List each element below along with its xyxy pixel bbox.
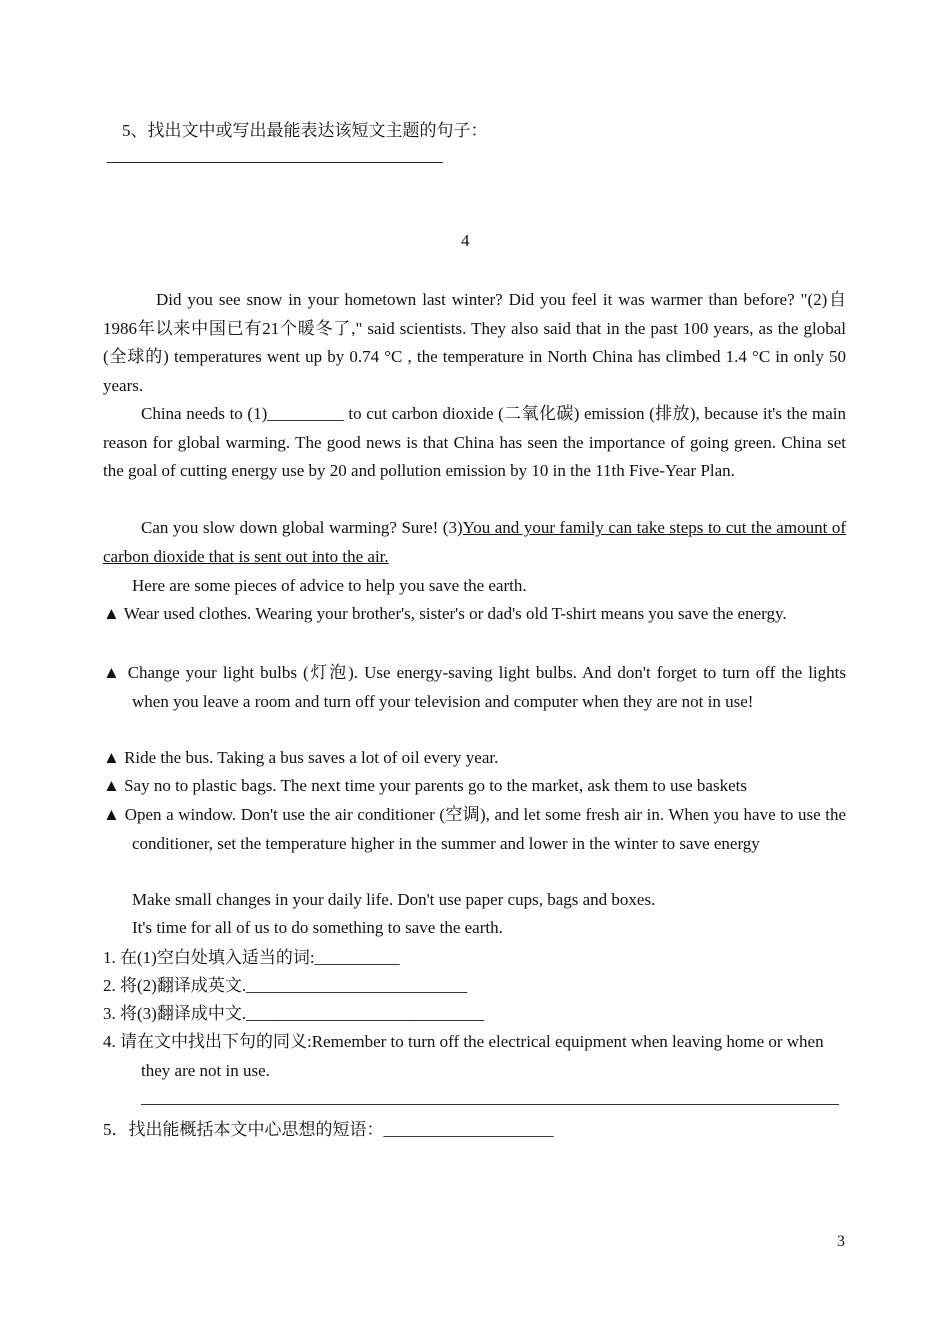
question-5: 5．找出能概括本文中心思想的短语：____________________	[103, 1120, 554, 1139]
passage-paragraph-2: China needs to (1)_________ to cut carbon dioxide (二氧化碳) emission (排放), because it's the main reason for global warming. The good news is that China has seen the importance of going green. China set the goal of cutting energy use by 20 and pollution emission by 10 in the 11th Five-Year Plan.	[103, 404, 846, 480]
passage-paragraph-3	[103, 514, 846, 571]
paragraph-3-prefix: Can you slow down global warming? Sure! (3)	[141, 518, 463, 537]
page-number: 3	[837, 1233, 845, 1250]
question-3: 3. 将(3)翻译成中文.____________________________	[103, 1004, 485, 1023]
answer-line	[141, 1104, 839, 1105]
advice-item: ▲ Open a window. Don't use the air conditioner (空调), and let some fresh air in. When you have to use the conditioner, set the temperature higher in the summer and lower in the winter to save energy	[103, 805, 846, 853]
passage-paragraph-6: It's time for all of us to do something to save the earth.	[132, 918, 503, 937]
answer-line	[107, 162, 443, 163]
section-number: 4	[461, 231, 470, 250]
passage-paragraph-1: Did you see snow in your hometown last winter? Did you feel it was warmer than before? "(2)自1986年以来中国已有21个暖冬了," said scientists. They also said that in the past 100 years, as the global (全球的) temperatures went up by 0.74 °C , the temperature in North China has climbed 1.4 °C in only 50 years.	[103, 290, 846, 395]
advice-item: ▲ Say no to plastic bags. The next time your parents go to the market, ask them to use baskets	[103, 776, 747, 795]
top-question-5: 5、找出文中或写出最能表达该短文主题的句子：	[122, 121, 488, 140]
passage-paragraph-5: Make small changes in your daily life. Don't use paper cups, bags and boxes.	[132, 890, 656, 909]
advice-item: ▲ Change your light bulbs (灯泡). Use energy-saving light bulbs. And don't forget to turn off the lights when you leave a room and turn off your television and computer when they are not in use!	[103, 663, 846, 711]
question-4: 4. 请在文中找出下句的同义:Remember to turn off the electrical equipment when leaving home or when they are not in use.	[103, 1032, 824, 1080]
paragraph-3-underlined: You and your family can take steps to cut the amount of carbon dioxide that is sent out into the air.	[103, 518, 846, 566]
advice-item: ▲ Wear used clothes. Wearing your brother's, sister's or dad's old T-shirt means you save the energy.	[103, 604, 787, 623]
passage-paragraph-4: Here are some pieces of advice to help you save the earth.	[132, 576, 527, 595]
question-2: 2. 将(2)翻译成英文.__________________________	[103, 976, 468, 995]
advice-item: ▲ Ride the bus. Taking a bus saves a lot of oil every year.	[103, 748, 499, 767]
question-1: 1. 在(1)空白处填入适当的词:__________	[103, 948, 400, 967]
